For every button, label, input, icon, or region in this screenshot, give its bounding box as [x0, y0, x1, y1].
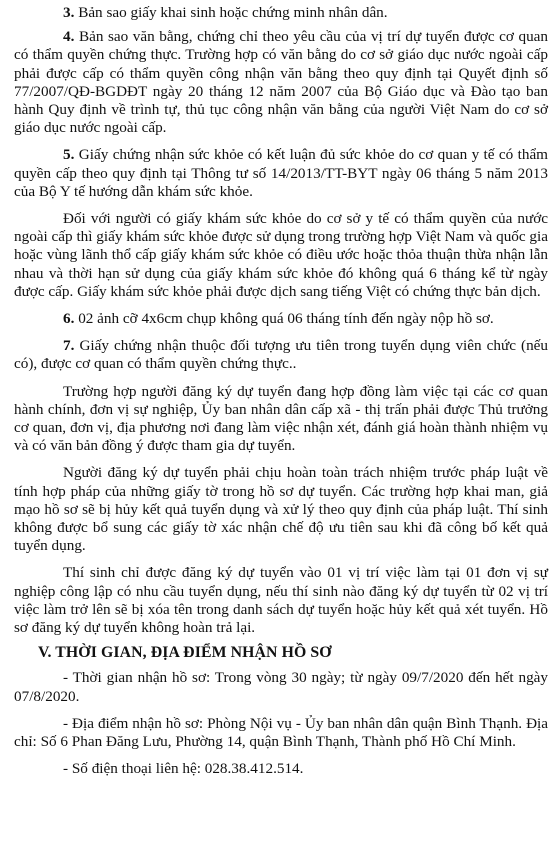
- item-6-text: 02 ảnh cỡ 4x6cm chụp không quá 06 tháng tính đến ngày nộp hồ sơ.: [78, 310, 494, 328]
- item-7-paragraph: [14, 337, 548, 373]
- document-page: [14, 4, 548, 778]
- item-7-number: 7.: [63, 337, 75, 355]
- item-3-paragraph: [14, 4, 548, 22]
- item-6-paragraph: [14, 310, 548, 328]
- item-4-number: 4.: [63, 28, 75, 46]
- employed-paragraph: Trường hợp người đăng ký dự tuyển đang hợp đồng làm việc tại các cơ quan hành chính, đơn vị sự nghiệp, Ủy ban nhân dân cấp xã - thị trấn phải được Thủ trưởng cơ quan, đơn vị, địa phương nơi đang làm việc nhận xét, đánh giá hoàn thành nhiệm vụ và có văn bản đồng ý được tham gia dự tuyển.: [14, 382, 548, 455]
- receipt-place-paragraph: - Địa điểm nhận hồ sơ: Phòng Nội vụ - Ủy ban nhân dân quận Bình Thạnh. Địa chỉ: Số 6 Phan Đăng Lưu, Phường 14, quận Bình Thạnh, Thành phố Hồ Chí Minh.: [14, 714, 548, 750]
- item-6-number: 6.: [63, 310, 75, 328]
- item-5-paragraph: [14, 146, 548, 201]
- receipt-time-paragraph: - Thời gian nhận hồ sơ: Trong vòng 30 ngày; từ ngày 09/7/2020 đến hết ngày 07/8/2020.: [14, 669, 548, 705]
- contact-phone-paragraph: - Số điện thoại liên hệ: 028.38.412.514.: [63, 760, 304, 778]
- single-position-paragraph: Thí sinh chỉ được đăng ký dự tuyển vào 01 vị trí việc làm tại 01 đơn vị sự nghiệp công lập có nhu cầu tuyển dụng, nếu thí sinh nào đăng ký dự tuyển từ 02 vị trí việc làm trở lên sẽ bị xóa tên trong danh sách dự tuyển hoặc hủy kết quả xét tuyển. Hồ sơ đăng ký dự tuyển không hoàn trả lại.: [14, 564, 548, 637]
- item-3-text: Bản sao giấy khai sinh hoặc chứng minh nhân dân.: [78, 4, 388, 21]
- foreign-health-paragraph: Đối với người có giấy khám sức khỏe do cơ sở y tế có thẩm quyền của nước ngoài cấp thì giấy khám sức khỏe được sử dụng trong trường hợp Việt Nam và quốc gia hoặc vùng lãnh thổ cấp giấy khám sức khỏe có điều ước hoặc thỏa thuận thừa nhận lẫn nhau và thời hạn sử dụng của giấy khám sức khỏe đó không quá 6 tháng kể từ ngày được cấp. Giấy khám sức khỏe phải được dịch sang tiếng Việt có chứng thực bản dịch.: [14, 210, 548, 300]
- item-4-text: Bản sao văn bằng, chứng chỉ theo yêu cầu của vị trí dự tuyển được cơ quan có thẩm quyền chứng thực. Trường hợp có văn bằng do cơ sở giáo dục nước ngoài cấp phải được cấp có thẩm quyền công nhận văn bằng theo quy định tại Quyết định số 77/2007/QĐ-BGDĐT ngày 20 tháng 12 năm 2007 của Bộ Giáo dục và Đào tạo ban hành Quy định về trình tự, thủ tục công nhận văn bằng của người Việt Nam do cơ sở giáo dục nước ngoài cấp.: [14, 28, 549, 137]
- item-3-number: 3.: [63, 4, 75, 21]
- item-7-text: Giấy chứng nhận thuộc đối tượng ưu tiên trong tuyển dụng viên chức (nếu có), được cơ quan có thẩm quyền chứng thực..: [14, 337, 548, 373]
- item-4-paragraph: [14, 28, 548, 137]
- responsibility-paragraph: Người đăng ký dự tuyển phải chịu hoàn toàn trách nhiệm trước pháp luật về tính hợp pháp của những giấy tờ trong hồ sơ dự tuyển. Các trường hợp khai man, giả mạo hồ sơ sẽ bị hủy kết quả tuyển dụng và xử lý theo quy định của pháp luật. Thí sinh không được bổ sung các giấy tờ xác nhận chế độ ưu tiên sau khi đã công bố kết quả tuyển dụng.: [14, 464, 548, 555]
- section-v-heading: V. THỜI GIAN, ĐỊA ĐIỂM NHẬN HỒ SƠ: [38, 644, 332, 662]
- item-5-number: 5.: [63, 146, 75, 164]
- item-5-text: Giấy chứng nhận sức khỏe có kết luận đủ sức khỏe do cơ quan y tế có thẩm quyền cấp theo quy định tại Thông tư số 14/2013/TT-BYT ngày 06 tháng 5 năm 2013 của Bộ Y tế hướng dẫn khám sức khỏe.: [14, 146, 548, 200]
